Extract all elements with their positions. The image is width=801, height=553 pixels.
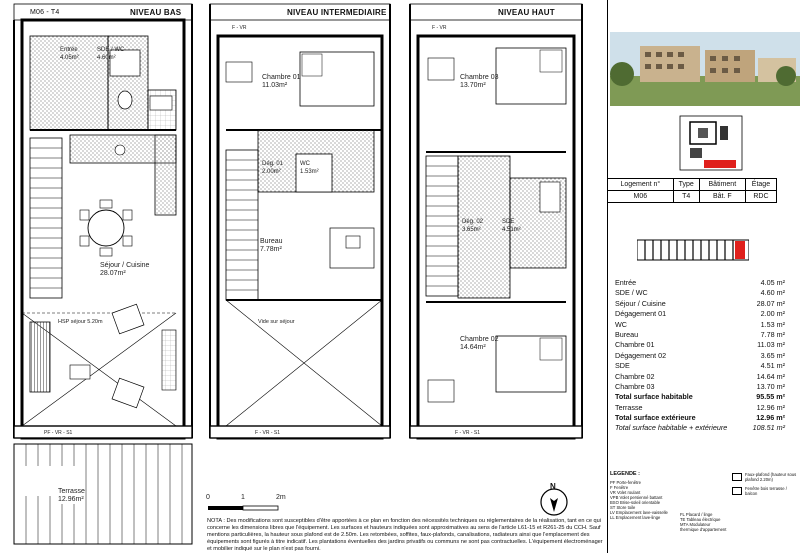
surface-value: 28.07 m² — [756, 298, 785, 308]
surface-value: 2.00 m² — [760, 309, 785, 319]
surface-value: 13.70 m² — [756, 381, 785, 391]
surface-value: 3.65 m² — [760, 350, 785, 360]
surface-row — [615, 403, 785, 413]
room-bureau: Bureau 7.78m² — [260, 238, 283, 253]
surface-row — [615, 320, 785, 330]
surface-row — [615, 392, 785, 402]
surface-value: 4.51 m² — [760, 361, 785, 371]
legend-item: PF Porte-fenêtre — [610, 480, 641, 485]
void-label: Vide sur séjour — [258, 319, 295, 325]
surface-label: WC — [615, 319, 627, 329]
legend-item: ST Store toile — [610, 505, 636, 510]
room-sde: SDE 4.51m² — [502, 219, 521, 233]
legend-item: FL Placard / linge — [680, 512, 713, 517]
legend-box-item — [732, 486, 798, 496]
surface-label: SDE — [615, 361, 630, 371]
legend-title: LEGENDE : — [610, 471, 640, 477]
legend-item: VPB Volet persienné battant — [610, 495, 663, 500]
level-title-bas: NIVEAU BAS — [130, 8, 182, 17]
surface-label: Chambre 02 — [615, 371, 655, 381]
lot-info-table — [607, 178, 777, 203]
scale-label-1: 1 — [241, 494, 245, 501]
window-label: F - VR - S1 — [255, 430, 281, 436]
legend-item: MTA Modulateur thermique d'appartement — [680, 522, 727, 532]
scale-label-0: 0 — [206, 494, 210, 501]
surfaces-table — [615, 278, 785, 434]
window-label: F - VR - S1 — [455, 430, 481, 436]
surface-value: 4.60 m² — [760, 288, 785, 298]
surface-row — [615, 299, 785, 309]
facade-location-strip — [637, 238, 749, 262]
value-batiment: Bât. F — [699, 191, 745, 203]
surface-label: Dégagement 01 — [615, 309, 667, 319]
header-type: Type — [673, 179, 699, 191]
north-arrow-label: N — [550, 482, 556, 491]
surface-label: Entrée — [615, 278, 637, 287]
nota-text: NOTA : Des modifications sont susceptibles d'être apportées à ce plan en fonction des nécessités techniques ou réglementaires de la réalisation, tant en ce qui concerne les dimensions libres que l'équipement. Les surfaces et hauteurs indiquées sont approximatives au sens de l'article L61-15 et R261-25 du CCH. Sauf mentions particulières, la hauteur sous plafond est de 2.50m. Les retombées, soffites, faux-plafonds, canalisations, radiateurs ainsi que l'emplacement des équipements sont figurés à titre indicatif. Les plantations éventuelles des jardins privatifs ou communs ne sont pas contractuelles. L'équipement électroménager et mobilier indiqué sur le plan n'est pas fourni. — [207, 518, 603, 552]
room-chambre01: Chambre 01 11.03m² — [262, 74, 301, 89]
window-label: PF - VR - S1 — [44, 430, 73, 436]
room-chambre03: Chambre 03 13.70m² — [460, 74, 499, 89]
room-deg01: Dég. 01 2.00m² — [262, 161, 284, 175]
header-batiment: Bâtiment — [699, 179, 745, 191]
surface-row — [615, 361, 785, 371]
legend-swatch — [732, 473, 742, 481]
surface-row — [615, 330, 785, 340]
surface-label: Bureau — [615, 329, 639, 339]
window-label: F - VR — [432, 25, 447, 31]
site-plan-map — [676, 112, 746, 174]
surface-label: Total surface extérieure — [615, 413, 696, 423]
value-type: T4 — [673, 191, 699, 203]
surface-label: Terrasse — [615, 402, 643, 412]
surface-row — [615, 382, 785, 392]
room-deg02: Dég. 02 3.65m² — [462, 219, 484, 233]
header-logement: Logement n° — [608, 179, 674, 191]
surface-label: Séjour / Cuisine — [615, 298, 666, 308]
surface-row — [615, 372, 785, 382]
value-logement: M06 — [608, 191, 674, 203]
surface-value: 1.53 m² — [760, 319, 785, 329]
surface-label: Total surface habitable + extérieure — [615, 423, 728, 433]
surface-row — [615, 288, 785, 298]
surface-label: Total surface habitable — [615, 392, 693, 402]
surface-value: 11.03 m² — [757, 340, 785, 350]
surface-value: 12.96 m² — [756, 402, 785, 412]
legend-item: BSO Brise-soleil orientable — [610, 500, 661, 505]
surface-row — [615, 413, 785, 423]
legend-box-label: Fenêtre bois terrasse / balcon — [745, 486, 787, 496]
lot-highlight — [704, 160, 736, 168]
legend-item: LV Emplacement lave-vaisselle — [610, 510, 668, 515]
surface-value: 4.05 m² — [760, 278, 785, 287]
scale-label-2m: 2m — [276, 494, 286, 501]
surface-row — [615, 351, 785, 361]
level-title-intermediaire: NIVEAU INTERMEDIAIRE — [287, 8, 387, 17]
room-terrasse: Terrasse 12.96m² — [58, 488, 85, 503]
legend-item: TE Tableau électrique — [680, 517, 721, 522]
surface-row — [615, 278, 785, 288]
room-chambre02: Chambre 02 14.64m² — [460, 336, 499, 351]
room-wc: WC 1.53m² — [300, 161, 319, 175]
room-entree: Entrée 4.05m² — [60, 47, 79, 61]
legend-item: LL Emplacement lave-linge — [610, 515, 661, 520]
surface-value: 7.78 m² — [760, 329, 785, 339]
surface-label: Dégagement 02 — [615, 350, 667, 360]
window-label: F - VR — [232, 25, 247, 31]
surface-row — [615, 423, 785, 433]
legend-box-item — [732, 472, 798, 482]
surface-value: 108.51 m² — [752, 423, 785, 433]
surface-label: Chambre 03 — [615, 381, 655, 391]
room-sde-wc: SDE / WC 4.60m² — [97, 47, 125, 61]
legend-box-label: Faux-plafond (hauteur sous plafond 2.20m) — [745, 472, 797, 482]
surface-value: 12.96 m² — [756, 413, 785, 423]
surface-row — [615, 340, 785, 350]
surface-label: Chambre 01 — [615, 340, 655, 350]
header-etage: Étage — [745, 179, 776, 191]
room-sejour: Séjour / Cuisine 28.07m² — [100, 262, 150, 277]
value-etage: RDC — [745, 191, 776, 203]
building-render-image — [610, 32, 800, 106]
surface-value: 95.55 m² — [756, 392, 785, 402]
legend-block — [610, 471, 798, 532]
surface-label: SDE / WC — [615, 288, 648, 298]
legend-item: VR Volet roulant — [610, 490, 641, 495]
lot-tag: M06 - T4 — [30, 9, 60, 16]
surface-row — [615, 309, 785, 319]
surface-value: 14.64 m² — [756, 371, 785, 381]
ceiling-height-label: HSP séjour 5.20m — [58, 319, 103, 325]
legend-item: F Fenêtre — [610, 485, 629, 490]
level-title-haut: NIVEAU HAUT — [498, 8, 555, 17]
legend-swatch — [732, 487, 742, 495]
